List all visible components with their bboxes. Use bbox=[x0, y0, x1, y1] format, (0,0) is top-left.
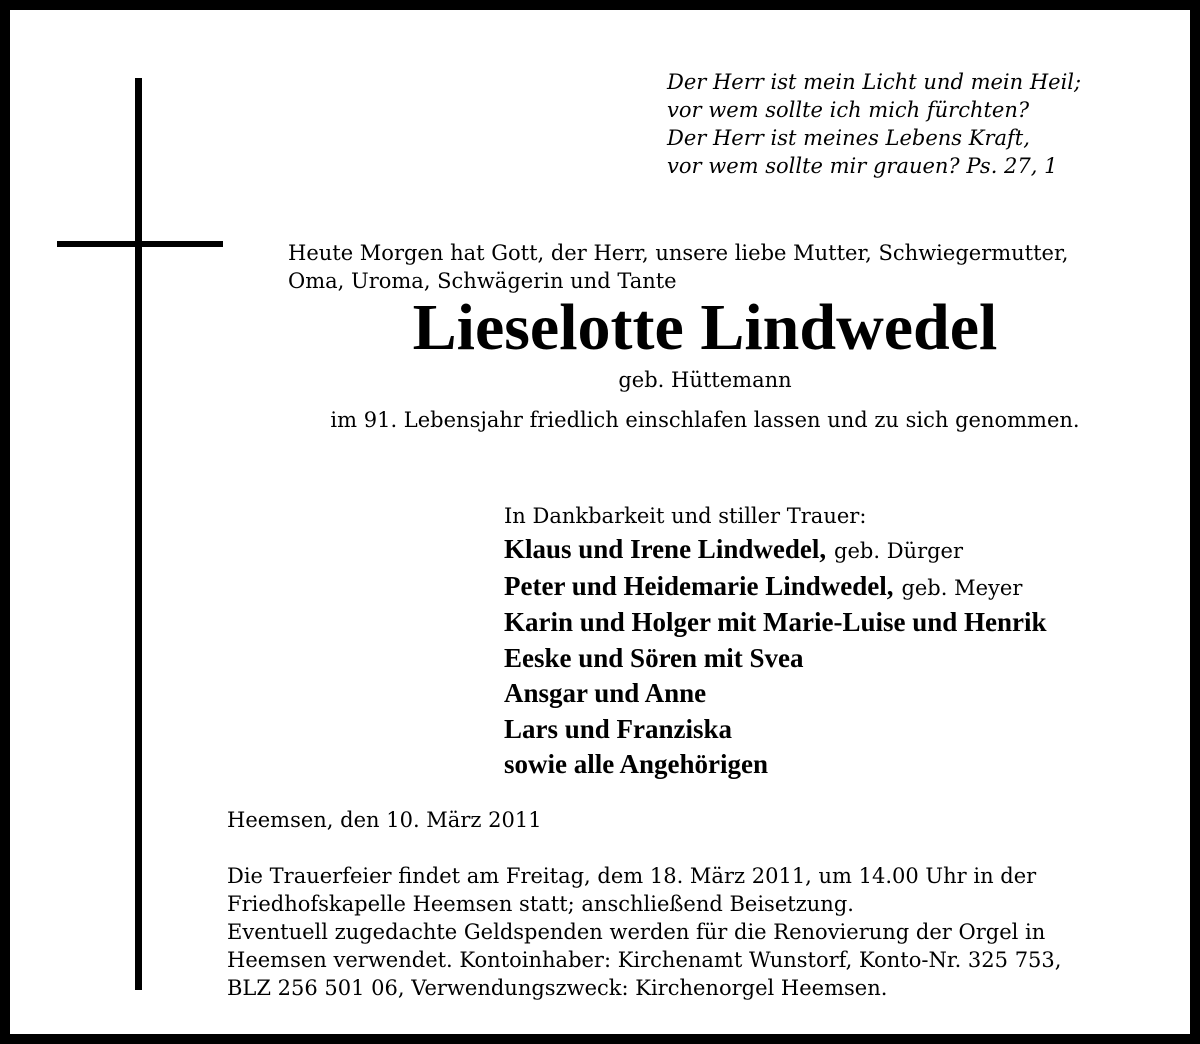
mourner-name: Eeske und Sören mit Svea bbox=[504, 642, 804, 673]
deceased-name: Lieselotte Lindwedel bbox=[412, 291, 998, 364]
mourner-name: Klaus und Irene Lindwedel, bbox=[504, 534, 827, 564]
verse-line: vor wem sollte mir grauen? Ps. 27, 1 bbox=[667, 154, 1058, 178]
mourner-suffix: geb. Dürger bbox=[834, 539, 964, 563]
mourner-suffix: geb. Meyer bbox=[901, 575, 1023, 600]
mourner-name: sowie alle Angehörigen bbox=[504, 749, 768, 779]
intro-line: Oma, Uroma, Schwägerin und Tante bbox=[288, 269, 677, 293]
details-line: BLZ 256 501 06, Verwendungszweck: Kirchenorgel Heemsen. bbox=[227, 976, 888, 1000]
mourner-name: Lars und Franziska bbox=[504, 713, 733, 744]
bible-verse bbox=[667, 68, 1081, 180]
mourner-row bbox=[504, 747, 1047, 783]
mourner-row bbox=[504, 605, 1047, 641]
mourner-row bbox=[504, 569, 1047, 606]
details-line: Die Trauerfeier findet am Freitag, dem 18. März 2011, um 14.00 Uhr in der bbox=[227, 864, 1037, 888]
verse-line: Der Herr ist mein Licht und mein Heil; bbox=[667, 70, 1082, 94]
mourner-name: Peter und Heidemarie Lindwedel, bbox=[504, 570, 894, 601]
verse-line: Der Herr ist meines Lebens Kraft, bbox=[667, 126, 1030, 150]
intro-line: Heute Morgen hat Gott, der Herr, unsere liebe Mutter, Schwiegermutter, bbox=[288, 241, 1069, 265]
details-line: Heemsen verwendet. Kontoinhaber: Kirchenamt Wunstorf, Konto-Nr. 325 753, bbox=[227, 948, 1062, 972]
mourners-lead: In Dankbarkeit und stiller Trauer: bbox=[504, 504, 867, 528]
funeral-details bbox=[227, 862, 1061, 1002]
details-line: Eventuell zugedachte Geldspenden werden für die Renovierung der Orgel in bbox=[227, 920, 1046, 944]
cross-horizontal-bar bbox=[57, 241, 223, 247]
maiden-name: geb. Hüttemann bbox=[618, 368, 792, 392]
age-statement: im 91. Lebensjahr friedlich einschlafen lassen und zu sich genommen. bbox=[330, 408, 1080, 432]
mourners-block bbox=[504, 500, 1047, 783]
verse-line: vor wem sollte ich mich fürchten? bbox=[667, 98, 1030, 122]
mourner-row bbox=[504, 712, 1047, 748]
cross-vertical-bar bbox=[135, 78, 142, 990]
mourner-row bbox=[504, 676, 1047, 712]
mourner-name: Ansgar und Anne bbox=[504, 678, 707, 708]
mourner-row bbox=[504, 532, 1047, 569]
mourner-row bbox=[504, 641, 1047, 677]
place-and-date: Heemsen, den 10. März 2011 bbox=[227, 808, 542, 832]
details-line: Friedhofskapelle Heemsen statt; anschließend Beisetzung. bbox=[227, 892, 854, 916]
mourner-name: Karin und Holger mit Marie-Luise und Henrik bbox=[504, 607, 1047, 637]
intro-text bbox=[288, 239, 1068, 295]
